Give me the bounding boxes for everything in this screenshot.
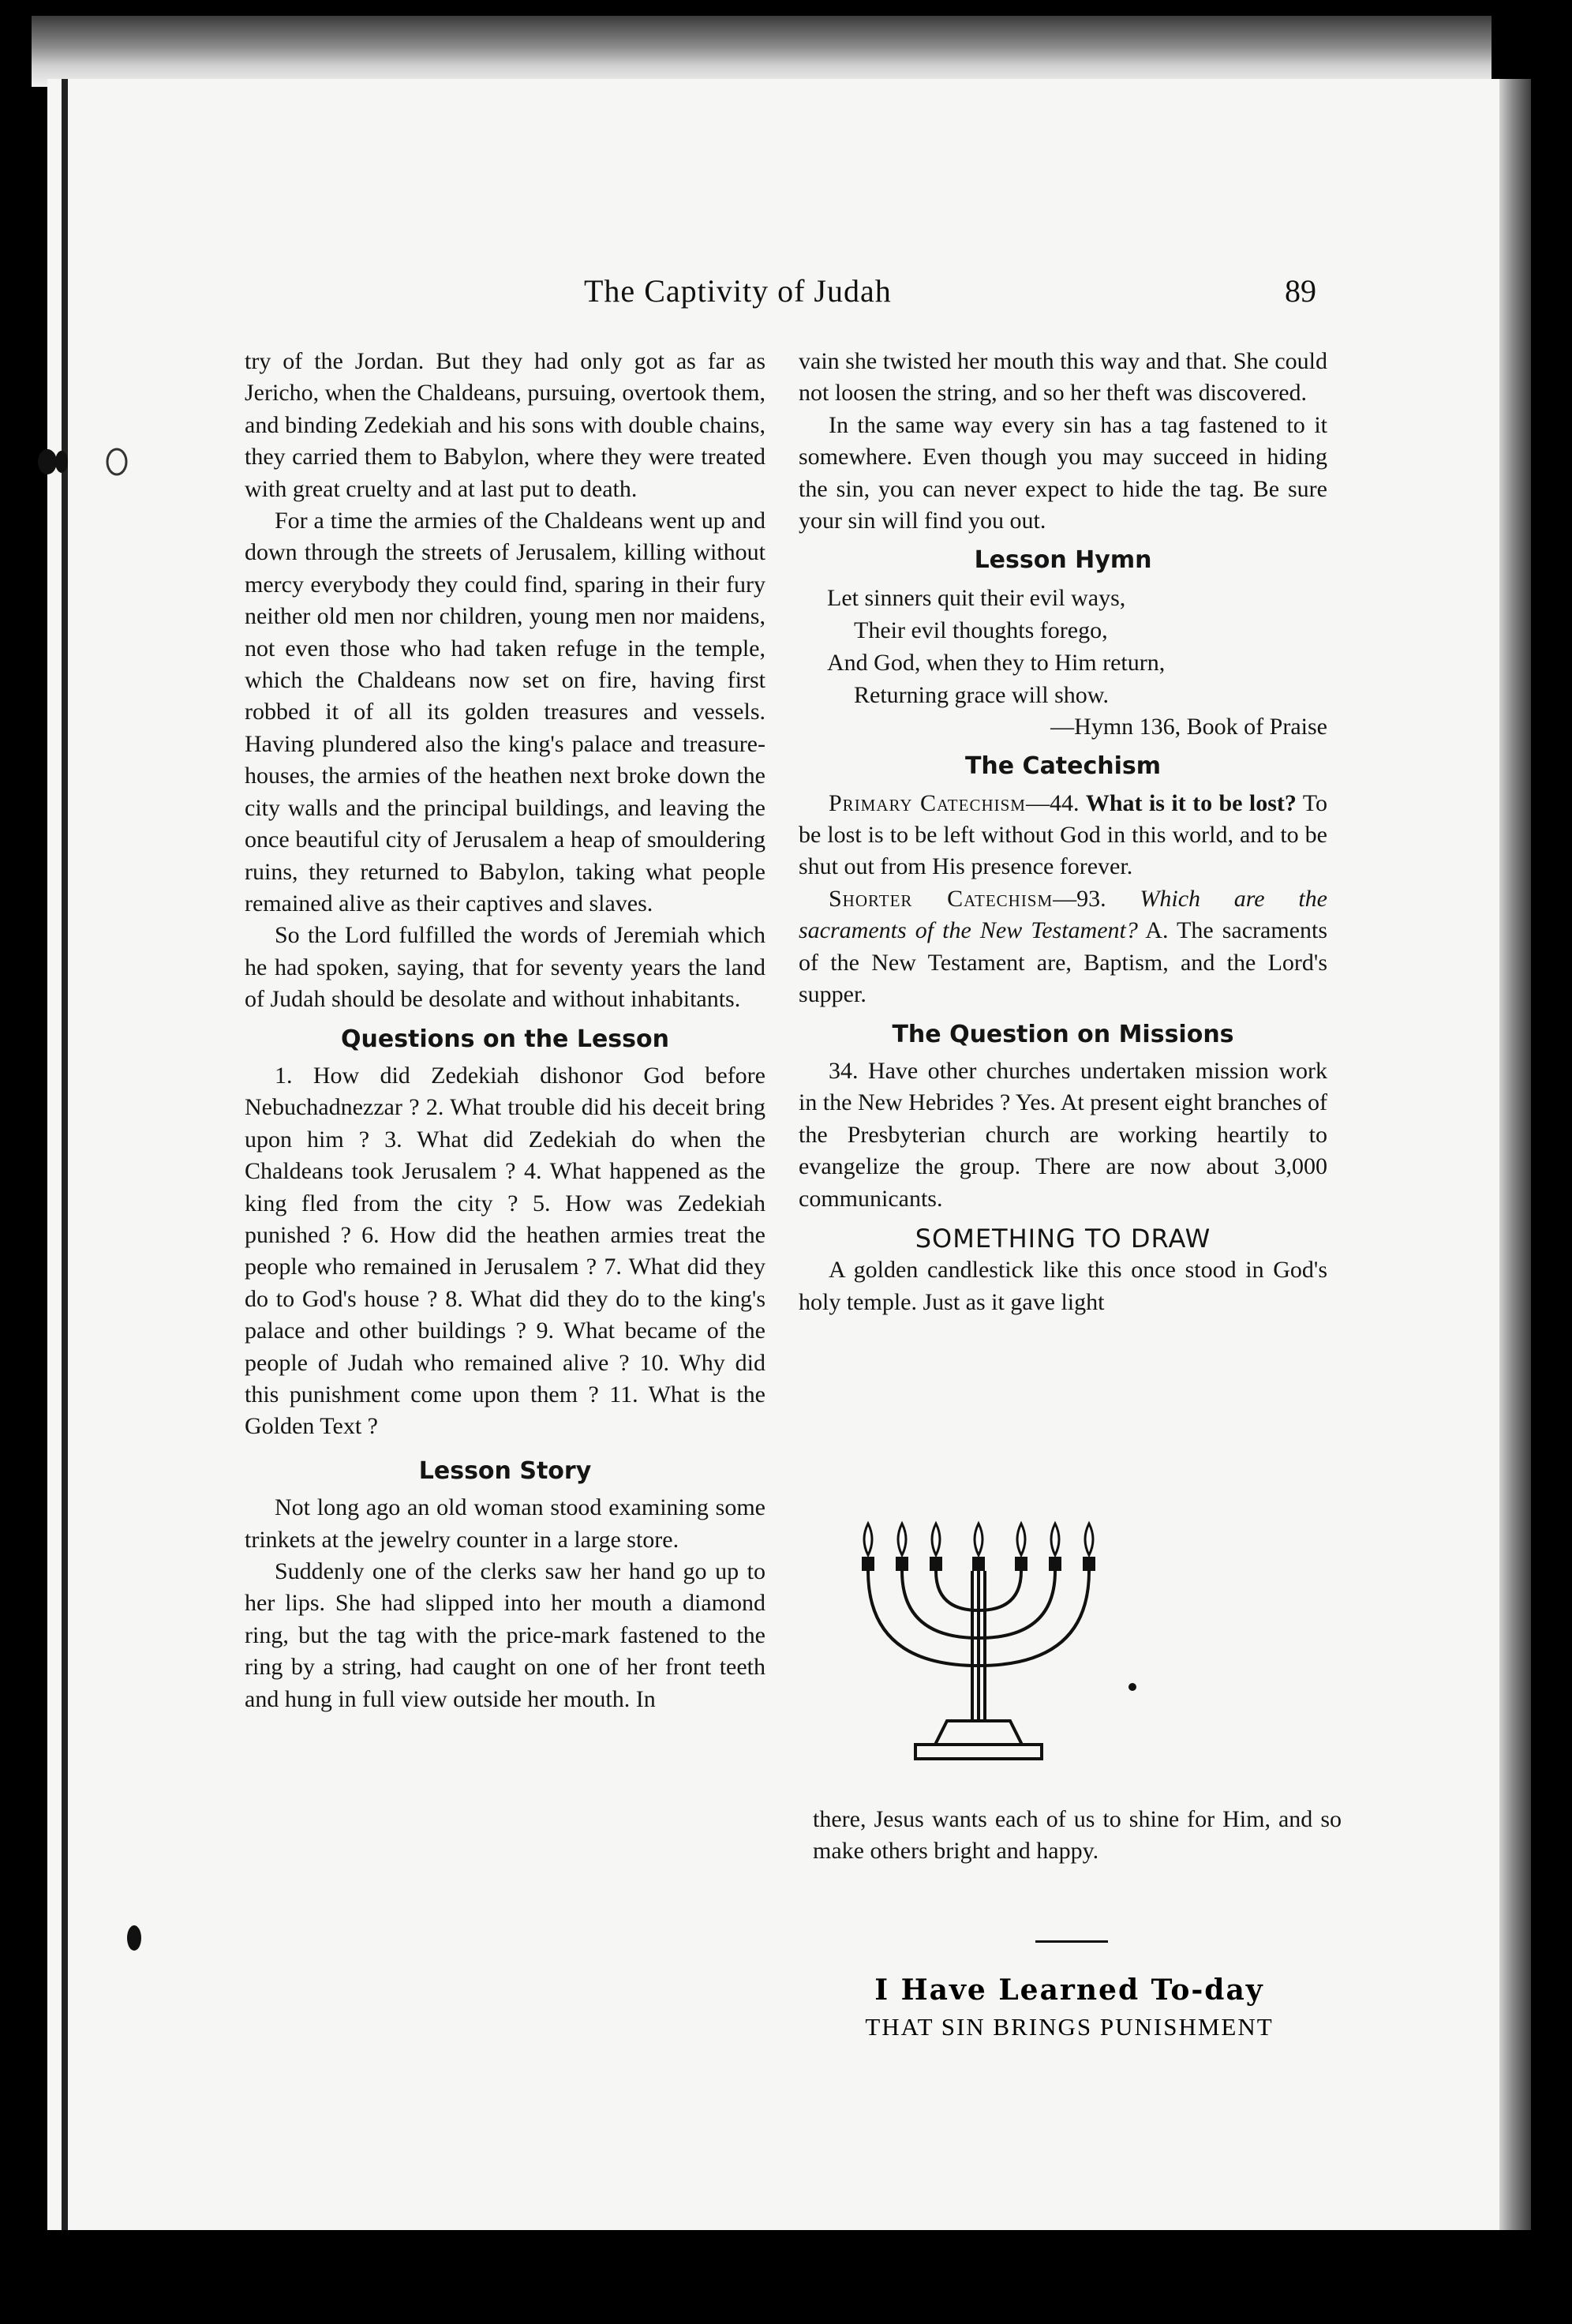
hymn-attribution: —Hymn 136, Book of Praise: [1050, 713, 1327, 740]
hymn-heading: Lesson Hymn: [974, 546, 1152, 575]
paragraph-armies: For a time the armies of the Chaldeans went up and down through the streets of Jerusalem, killing without mercy everybody they could find, sparing in their fury neither old men nor children, young men nor maidens, not even those who had taken refuge in the temple, which the Chaldeans now set on fire, having first robbed it of all its golden treasures and vessels. Having plundered also the king's palace and treasure-houses, the armies of the heathen next broke down the city walls and the principal buildings, and leaving the once beautiful city of Jerusalem a heap of smouldering ruins, they returned to Babylon, taking what people remained alive as their captives and slaves.: [245, 508, 765, 916]
draw-heading: SOMETHING TO DRAW: [915, 1223, 1211, 1254]
catechism-heading: The Catechism: [964, 752, 1162, 781]
left-column: [245, 346, 765, 1715]
shorter-catechism-label: Shorter Catechism: [829, 885, 1054, 912]
scan-top-edge: [32, 16, 1492, 87]
learned-text: THAT SIN BRINGS PUNISHMENT: [865, 2013, 1274, 2041]
right-column: [799, 346, 1327, 1318]
primary-catechism-answer: To be lost is to be left without God in this world, and to be shut out from His presence forever.: [799, 789, 1328, 880]
draw-continued: there, Jesus wants each of us to shine for Him, and so make others bright and happy.: [813, 1806, 1342, 1865]
hymn-line: And God, when they to Him return,: [827, 649, 1166, 676]
ink-dot: [1127, 1681, 1138, 1692]
draw-continued-block: [813, 1804, 1342, 1868]
shorter-catechism-question: Which are the sacraments of the New Testament?: [799, 885, 1327, 944]
learned-heading: I Have Learned To-day: [874, 1974, 1264, 2007]
binding-hole-marks: [24, 438, 134, 485]
paragraph-continued: try of the Jordan. But they had only got as far as Jericho, when the Chaldeans, pursuing, overtook them, and binding Zedekiah and his sons with double chains, they carried them to Babylon, where they were treated with great cruelty and at last put to death.: [245, 348, 765, 502]
shorter-catechism-number: —93.: [1053, 885, 1106, 912]
shorter-catechism-answer: A. The sacraments of the New Testament are, Baptism, and the Lord's supper.: [799, 917, 1327, 1008]
primary-catechism-number: —44.: [1025, 789, 1080, 816]
story-paragraph-2: Suddenly one of the clerks saw her hand go up to her lips. She had slipped into her mouth a diamond ring, but the tag with the price-mark fastened to the ring by a string, had caught on one of her front teeth and hung in full view outside her mouth. In: [245, 1558, 765, 1712]
story-paragraph-1: Not long ago an old woman stood examining some trinkets at the jewelry counter in a large store.: [245, 1494, 765, 1553]
hymn-verse: [827, 582, 1327, 711]
story-continued: vain she twisted her mouth this way and that. She could not loosen the string, and so her theft was discovered.: [799, 348, 1327, 407]
missions-text: 34. Have other churches undertaken mission work in the New Hebrides ? Yes. At present eight branches of the Presbyterian church are working heartily to evangelize the group. There are now about 3,000 communicants.: [799, 1057, 1327, 1212]
primary-catechism-question: What is it to be lost?: [1085, 789, 1297, 816]
hymn-line: Their evil thoughts forego,: [854, 617, 1108, 643]
primary-catechism-label: Primary Catechism: [829, 789, 1026, 816]
section-divider: [1035, 1940, 1108, 1943]
paragraph-jeremiah: So the Lord fulfilled the words of Jeremiah which he had spoken, saying, that for seventy years the land of Judah should be desolate and without inhabitants.: [245, 922, 765, 1013]
story-moral: In the same way every sin has a tag fastened to it somewhere. Even though you may succeed in hiding the sin, you can never expect to hide the tag. Be sure your sin will find you out.: [799, 411, 1327, 534]
running-head-title: The Captivity of Judah: [584, 273, 892, 309]
shorter-catechism: [799, 883, 1327, 1011]
hymn-line: Let sinners quit their evil ways,: [827, 584, 1126, 611]
page-number: 89: [1285, 273, 1316, 309]
hymn-line: Returning grace will show.: [854, 681, 1109, 708]
menorah-illustration: [852, 1508, 1105, 1776]
questions-text: 1. How did Zedekiah dishonor God before Nebuchadnezzar ? 2. What trouble did his deceit bring upon him ? 3. What did Zedekiah do when the Chaldeans took Jerusalem ? 4. What happened as the king fled from the city ? 5. How was Zedekiah punished ? 6. How did the heathen armies treat the people who remained in Jerusalem ? 7. What did they do to God's house ? 8. What did they do to the king's palace and other buildings ? 9. What became of the people of Judah who remained alive ? 10. Why did this punishment come upon them ? 11. What is the Golden Text ?: [245, 1062, 765, 1440]
binding-hole-mark-bottom: [118, 1914, 150, 1962]
page-right-shadow: [1499, 79, 1531, 2230]
primary-catechism: [799, 788, 1327, 883]
questions-heading: Questions on the Lesson: [340, 1025, 669, 1053]
missions-heading: The Question on Missions: [892, 1020, 1234, 1048]
story-heading: Lesson Story: [418, 1456, 592, 1485]
draw-text: A golden candlestick like this once stood in God's holy temple. Just as it gave light: [799, 1257, 1327, 1315]
page-left-edge: [62, 79, 68, 2230]
